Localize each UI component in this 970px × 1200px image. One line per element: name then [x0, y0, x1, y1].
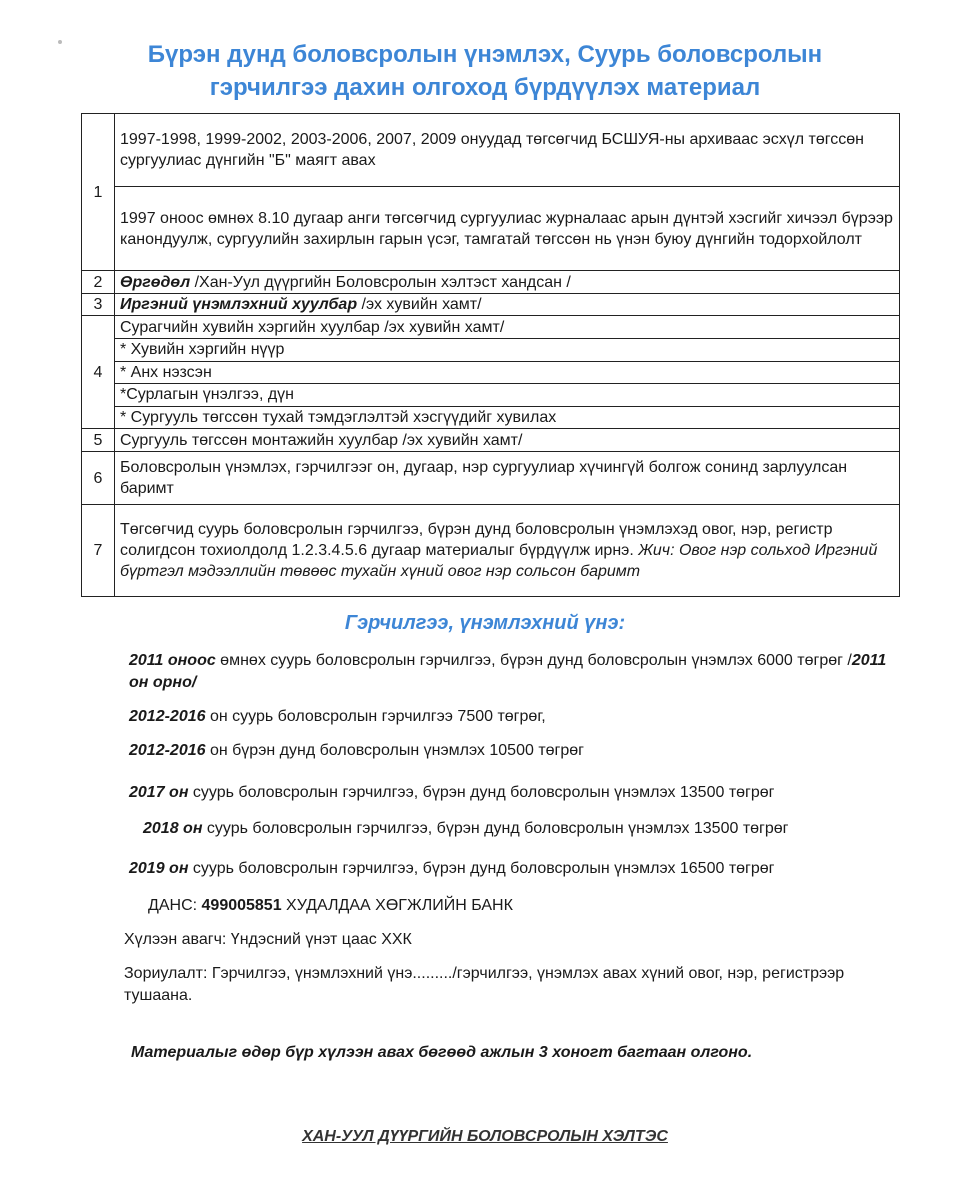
row-number: 7 — [82, 505, 115, 597]
price-year: 2011 оноос — [129, 652, 216, 669]
price-line-5 — [143, 818, 789, 840]
table-row — [82, 114, 900, 187]
price-text: он бүрэн дунд боловсролын үнэмлэх 10500 төгрөг — [205, 742, 585, 759]
table-row — [82, 451, 900, 504]
row3-text — [115, 293, 900, 316]
footer-department: ХАН-УУЛ ДҮҮРГИЙН БОЛОВСРОЛЫН ХЭЛТЭС — [302, 1128, 668, 1145]
bank-label: ДАНС: — [148, 897, 202, 914]
price-text: он суурь боловсролын гэрчилгээ 7500 төгрөг, — [205, 708, 546, 725]
price-text: суурь боловсролын гэрчилгээ, бүрэн дунд боловсролын үнэмлэх 16500 төгрөг — [188, 860, 775, 877]
row2-rest: /Хан-Уул дүүргийн Боловсролын хэлтэст хандсан / — [190, 273, 571, 291]
table-row — [82, 505, 900, 597]
page-title — [0, 38, 970, 104]
row7-note: Жич: Овог нэр сольход Иргэний бүртгэл мэдээллийн төвөөс тухайн хүний овог нэр сольсон баримт — [120, 542, 878, 581]
row5-text: Сургууль төгссөн монтажийн хуулбар /эх хувийн хамт/ — [115, 429, 900, 452]
table-row — [82, 406, 900, 429]
row-number: 5 — [82, 429, 115, 452]
row4-item: * Анх нэзсэн — [115, 361, 900, 384]
receiver: Хүлээн авагч: Үндэсний үнэт цаас ХХК — [124, 931, 412, 948]
prices-heading: Гэрчилгээ, үнэмлэхний үнэ: — [344, 612, 626, 634]
row6-text: Боловсролын үнэмлэх, гэрчилгээг он, дугаар, нэр сургуулиар хүчингүй болгож сонинд зарлуулсан баримт — [115, 451, 900, 504]
table-row — [82, 384, 900, 407]
row2-bold: Өргөдөл — [120, 273, 191, 291]
price-line-6 — [129, 858, 775, 880]
price-text: суурь боловсролын гэрчилгээ, бүрэн дунд боловсролын үнэмлэх 13500 төгрөг — [188, 784, 775, 801]
row-number: 1 — [82, 114, 115, 271]
price-text: суурь боловсролын гэрчилгээ, бүрэн дунд боловсролын үнэмлэх 13500 төгрөг — [202, 820, 789, 837]
row4-item: * Сургууль төгссөн тухай тэмдэглэлтэй хэсгүүдийг хувилах — [115, 406, 900, 429]
table-row — [82, 293, 900, 316]
row7-text — [115, 505, 900, 597]
table-row — [82, 361, 900, 384]
price-line-1 — [129, 650, 899, 694]
row4-item: Сурагчийн хувийн хэргийн хуулбар /эх хувийн хамт/ — [115, 316, 900, 339]
price-year: 2012-2016 — [129, 708, 206, 725]
table-row — [82, 271, 900, 294]
price-text: өмнөх суурь боловсролын гэрчилгээ, бүрэн дунд боловсролын үнэмлэх 6000 төгрөг / — [215, 652, 852, 669]
price-year: 2018 он — [143, 820, 203, 837]
row-number: 6 — [82, 451, 115, 504]
row4-item: *Сурлагын үнэлгээ, дүн — [115, 384, 900, 407]
price-tail: 2011 он орно/ — [129, 652, 887, 691]
price-line-2 — [129, 706, 546, 728]
row-number: 2 — [82, 271, 115, 294]
price-year: 2019 он — [129, 860, 189, 877]
row2-text — [115, 271, 900, 294]
title-line-2: гэрчилгээ дахин олгоход бүрдүүлэх материал — [209, 74, 761, 101]
row3-rest: /эх хувийн хамт/ — [357, 296, 482, 314]
requirements-table — [81, 113, 900, 597]
price-line-3 — [129, 740, 584, 762]
bank-number: 499005851 — [201, 897, 282, 914]
table-row — [82, 429, 900, 452]
purpose: Зориулалт: Гэрчилгээ, үнэмлэхний үнэ........./гэрчилгээ, үнэмлэх авах хүний овог, нэр, регистрээр тушаана. — [124, 965, 845, 1004]
notice: Материалыг өдөр бүр хүлээн авах бөгөөд ажлын 3 хоногт багтаан олгоно. — [131, 1044, 753, 1061]
price-line-4 — [129, 782, 775, 804]
table-row — [82, 186, 900, 270]
table-row — [82, 339, 900, 362]
price-year: 2017 он — [129, 784, 189, 801]
bank-account — [148, 895, 513, 917]
bank-name: ХУДАЛДАА ХӨГЖЛИЙН БАНК — [281, 897, 513, 914]
table-row — [82, 316, 900, 339]
row1-text-a: 1997-1998, 1999-2002, 2003-2006, 2007, 2009 онуудад төгсөгчид БСШУЯ-ны архиваас эсхүл төгссөн сургуулиас дүнгийн "Б" маягт авах — [115, 114, 900, 187]
price-year: 2012-2016 — [129, 742, 206, 759]
row3-bold: Иргэний үнэмлэхний хуулбар — [120, 296, 358, 314]
row-number: 4 — [82, 316, 115, 429]
row-number: 3 — [82, 293, 115, 316]
title-line-1: Бүрэн дунд боловсролын үнэмлэх, Суурь боловсролын — [147, 41, 823, 68]
row4-item: * Хувийн хэргийн нүүр — [115, 339, 900, 362]
row1-text-b: 1997 оноос өмнөх 8.10 дугаар анги төгсөгчид сургуулиас журналаас арын дүнтэй хэсгийг хичээл бүрээр канондуулж, сургуулийн захирлын гарын үсэг, тамгатай төгссөн нь үнэн буюу дүнгийн тодорхойлолт — [115, 186, 900, 270]
row7-main: Төгсөгчид суурь боловсролын гэрчилгээ, бүрэн дунд боловсролын үнэмлэхэд овог, нэр, регистр солигдсон тохиолдолд 1.2.3.4.5.6 дугаар материалыг бүрдүүлж ирнэ. — [120, 521, 833, 560]
